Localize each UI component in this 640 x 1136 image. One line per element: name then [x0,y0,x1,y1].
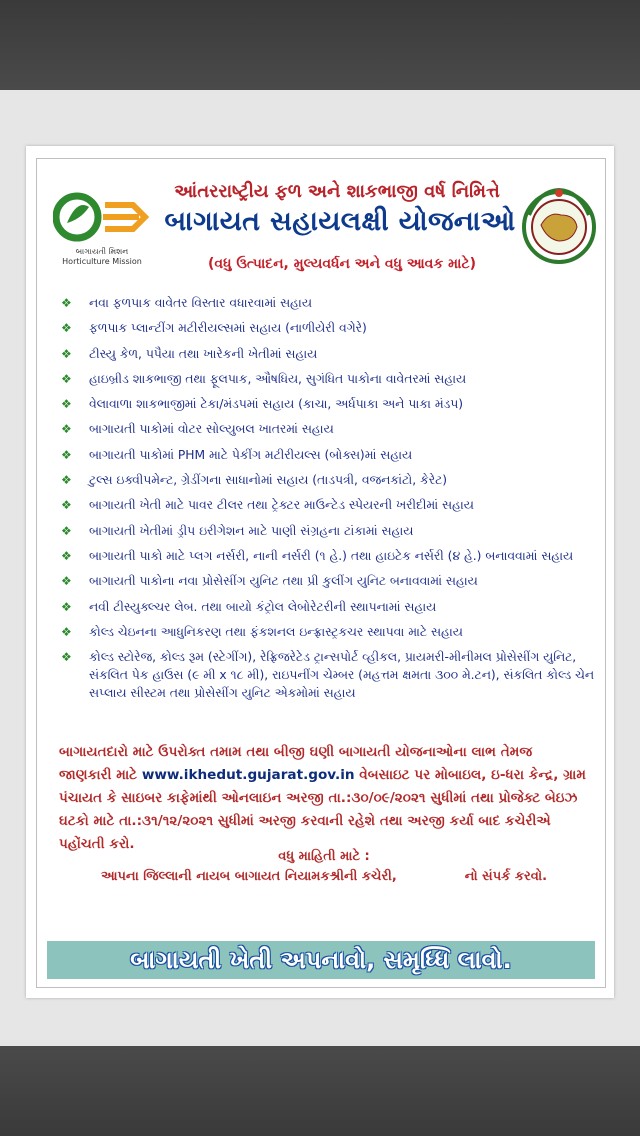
scheme-text: કોલ્ડ સ્ટોરેજ, કોલ્ડ રૂમ (સ્ટેગીંગ), રેફ્રિજરેટેડ ટ્રાન્સપોર્ટ વ્હીકલ, પ્રાયમરી-મીનીમલ પ્રોસેસીંગ યુનિટ, સંકલિત પેક હાઉસ (૯ મી x ૧૮ મી), રાઇપનીંગ ચેમ્બર (મહત્તમ ક્ષમતા ૩૦૦ મે.ટન), સંકલિત કોલ્ડ ચેન સપ્લાય સીસ્ટમ તથા પ્રોસેસીંગ યુનિટ એકમોમાં સહાય [89,650,595,701]
diamond-bullet-icon: ❖ [61,473,72,488]
list-item [57,623,597,641]
info-text-start: બાગાયતદારો માટે ઉપરોક્ત તમામ તથા બીજી ઘણી બાગાયતી યોજનાઓના લાભ તેમજ જાણકારી માટે [59,744,533,783]
scheme-text: હાઇબ્રીડ શાકભાજી તથા ફૂલપાક, ઔષધિય, સુગંધિત પાકોના વાવેતરમાં સહાય [89,371,467,386]
footer-slogan-banner: બાગાયતી ખેતી અપનાવો, સમૃધ્ધિ લાવો. [47,941,595,979]
scheme-text: બાગાયતી પાકોમાં PHM માટે પેકીંગ મટીરીયલ્સ (બોક્સ)માં સહાય [89,447,413,462]
diamond-bullet-icon: ❖ [61,498,72,513]
diamond-bullet-icon: ❖ [61,397,72,412]
scheme-text: ફળપાક પ્લાન્ટીંગ મટીરીયલ્સમાં સહાય (નાળીયેરી વગેરે) [89,321,367,336]
gujarat-seal-icon [519,185,599,267]
list-item [57,319,597,337]
list-item [57,547,597,565]
info-text-end: વેબસાઇટ પર મોબાઇલ, ઇ-ધરા કેન્દ્ર, ગ્રામ પંચાયત કે સાઇબર કાફેમાંથી ઓનલાઇન અરજી તા.:૩૦/૦૯/૨૦૨૧ સુધીમાં તથા પ્રોજેક્ટ બેઇઝ ઘટકો માટે તા.:૩૧/૧૨/૨૦૨૧ સુધીમાં અરજી કરવાની રહેશે તથા અરજી કર્યા બાદ કચેરીએ પહોંચતી કરો. [59,767,586,852]
list-item [57,345,597,363]
scheme-text: ટીસ્યુ કેળ, પપૈયા તથા ખારેકની ખેતીમાં સહાય [89,346,318,361]
list-item [57,294,597,312]
diamond-bullet-icon: ❖ [61,599,72,614]
scheme-text: કોલ્ડ ચેઇનના આધુનિકરણ તથા ફંકશનલ ઇન્ફ્રાસ્ટ્રકચર સ્થાપવા માટે સહાય [89,624,463,639]
list-item [57,598,597,616]
poster-frame [36,158,606,988]
diamond-bullet-icon: ❖ [61,447,72,462]
poster-title: બાગાયત સહાયલક્ષી યોજનાઓ [164,206,516,237]
list-item [57,522,597,540]
scheme-text: ટુલ્સ ઇક્વીપમેન્ટ, ગ્રેડીંગના સાધાનોમાં સહાય (તાડપત્રી, વજનકાંટો, કેરેટ) [89,473,448,488]
website-link[interactable]: www.ikhedut.gujarat.gov.in [141,767,355,783]
scheme-text: બાગાયતી ખેતીમાં ડ્રીપ ઇરીગેશન માટે પાણી સંગ્રહના ટાંકામાં સહાય [89,523,414,538]
poster-tagline: (વધુ ઉત્પાદન, મુલ્યવર્ધન અને વધુ આવક માટે) [207,256,477,272]
list-item [57,648,597,702]
bottom-dark-band [0,1046,640,1136]
more-info-block [59,847,589,887]
application-info [59,741,589,856]
list-item [57,446,597,464]
diamond-bullet-icon: ❖ [61,548,72,563]
scheme-text: બાગાયતી ખેતી માટે પાવર ટીલર તથા ટ્રેક્ટર માઉન્ટેડ સ્પેયરની ખરીદીમાં સહાય [89,498,474,513]
diamond-bullet-icon: ❖ [61,624,72,639]
poster[interactable] [26,146,614,998]
list-item [57,572,597,590]
left-logo-caption [47,247,157,267]
contact-office-line: આપના જિલ્લાની નાયબ બાગાયત નિયામકશ્રીની કચેરી, નો સંપર્ક કરવો. [100,869,548,884]
caption-english: Horticulture Mission [62,257,142,266]
diamond-bullet-icon: ❖ [61,650,72,665]
diamond-bullet-icon: ❖ [61,523,72,538]
diamond-bullet-icon: ❖ [61,574,72,589]
more-info-heading: વધુ માહિતી માટે : [278,849,370,864]
scheme-text: નવા ફળપાક વાવેતર વિસ્તાર વધારવામાં સહાય [89,296,312,310]
list-item [57,370,597,388]
scheme-list [57,294,597,709]
diamond-bullet-icon: ❖ [61,422,72,437]
scheme-text: નવી ટીસ્યુક્લ્ચર લેબ. તથા બાયો કંટ્રોલ લેબોરેટરીની સ્થાપનામાં સહાય [89,599,437,614]
list-item [57,420,597,438]
list-item [57,395,597,413]
scheme-text: બાગાયતી પાકોના નવા પ્રોસેસીંગ યુનિટ તથા પ્રી કુલીંગ યુનિટ બનાવવામાં સહાય [89,574,478,589]
occasion-line: આંતરરાષ્ટ્રીય ફળ અને શાકભાજી વર્ષ નિમિત્તે [174,181,500,202]
caption-gujarati: બાગાયતી મિશન [75,247,129,256]
top-dark-band [0,0,640,90]
diamond-bullet-icon: ❖ [61,346,72,361]
diamond-bullet-icon: ❖ [61,321,72,336]
horticulture-mission-logo-icon [53,189,153,245]
scheme-text: બાગાયતી પાકોમાં વોટર સોલ્યુબલ ખાતરમાં સહાય [89,422,334,437]
scheme-text: વેલાવાળા શાકભાજીમાં ટેકા/મંડપમાં સહાય (કાચા, અર્ધપાકા અને પાકા મંડપ) [89,397,464,412]
diamond-bullet-icon: ❖ [61,371,72,386]
list-item [57,496,597,514]
diamond-bullet-icon: ❖ [61,296,72,310]
scheme-text: બાગાયતી પાકો માટે પ્લગ નર્સરી, નાની નર્સરી (૧ હે.) તથા હાઇટેક નર્સરી (૪ હે.) બનાવવામાં સહાય [89,548,574,563]
list-item [57,471,597,489]
